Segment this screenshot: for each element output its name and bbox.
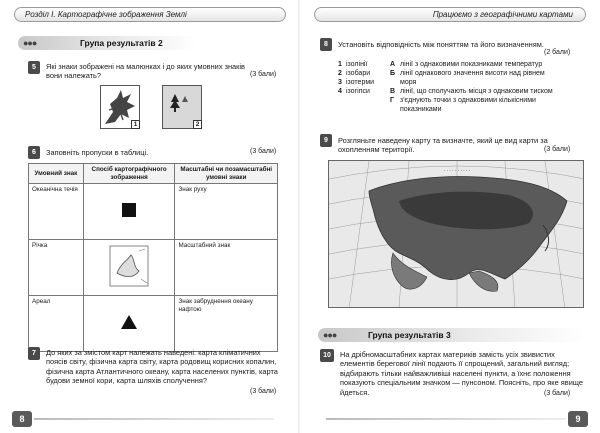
definition-row: В лінії, що сполучають місця з однаковим тиском xyxy=(390,88,553,95)
term-row: 4 ізогіпси xyxy=(338,88,370,95)
running-header-left: Розділ I. Картографічне зображення Землі xyxy=(14,7,286,22)
question-number: 5 xyxy=(28,61,40,74)
table-header-row xyxy=(29,164,278,184)
group-title: Група результатів 2 xyxy=(80,38,163,48)
image-number: 1 xyxy=(131,120,140,129)
table-cell xyxy=(83,184,175,240)
black-triangle-icon xyxy=(121,315,137,329)
footer-line xyxy=(326,418,566,420)
table-cell: Океанічна течія xyxy=(29,184,84,240)
table-cell: Масштабний знак xyxy=(175,240,278,296)
footer-line xyxy=(34,418,274,420)
term-row: 2 ізобари xyxy=(338,70,371,77)
definition-row: Г з'єднують точки з однаковими кількісними показниками xyxy=(390,97,536,113)
table-cell: Знак забруднення океану нафтою xyxy=(175,296,278,352)
table-cell xyxy=(83,240,175,296)
lake-map-icon xyxy=(109,245,149,287)
term-row: 3 ізотерми xyxy=(338,79,375,86)
dots-icon: ●●● xyxy=(323,330,337,340)
term-row: 1 ізолінії xyxy=(338,61,368,68)
question-number: 7 xyxy=(28,347,40,360)
table-cell: Знак руху xyxy=(175,184,278,240)
question-points: (3 бали) xyxy=(250,148,277,155)
image-number: 2 xyxy=(193,120,202,129)
question-number: 8 xyxy=(320,38,332,51)
question-points: (3 бали) xyxy=(544,146,571,153)
table-cell xyxy=(83,296,175,352)
question-text: На дрібномасштабних картах материків замість усіх звивистих елементів берегової лінії подають її спрощений, загальний вигляд; відбирають тільки найважливіші населені пункти, а їхнє положення показують спеціальним значком — пунсоном. Поясніть, про яке явище йдеться. xyxy=(340,350,583,397)
svg-text:. . . . . . . . . .: . . . . . . . . . . xyxy=(443,167,471,173)
table-header: Масштабні чи позамасштабні умовні знаки xyxy=(175,164,278,184)
river-sign-image xyxy=(100,85,140,129)
group-bar-3 xyxy=(318,328,588,342)
group-title: Група результатів 3 xyxy=(368,330,451,340)
map-graphic xyxy=(329,161,584,308)
definition-row: А лінії з однаковими показниками температур xyxy=(390,61,543,68)
page-number: 9 xyxy=(568,411,588,427)
question-number: 10 xyxy=(320,349,334,362)
forest-sign-image xyxy=(162,85,202,129)
running-header-right: Працюємо з географічними картами xyxy=(314,7,586,22)
question-points: (3 бали) xyxy=(544,390,571,397)
question-points: (2 бали) xyxy=(544,49,571,56)
table-row xyxy=(29,184,278,240)
table-header: Умовний знак xyxy=(29,164,84,184)
question-text: Заповніть пропуски в таблиці. xyxy=(46,148,149,157)
question-points: (3 бали) xyxy=(250,388,277,395)
black-square-icon xyxy=(122,203,136,217)
table-cell: Річка xyxy=(29,240,84,296)
question-text: Які знаки зображені на малюнках і до яких умовних знаків вони належать? xyxy=(46,62,245,81)
question-text: До яких за змістом карт належать наведені: карта кліматичних поясів світу, фізична карта світу, карта родовищ корисних копалин, фізична карта Атлантичного океану, карта населених пунктів, карта будови земної кори, карта шляхів сполучення? xyxy=(46,348,278,386)
matching-definitions xyxy=(390,60,560,114)
question-number: 9 xyxy=(320,134,332,147)
group-bar-2 xyxy=(18,36,198,50)
table-row xyxy=(29,296,278,352)
page-number: 8 xyxy=(12,411,32,427)
question-text: Розгляньте наведену карту та визначте, який це вид карти за охопленням території. xyxy=(338,136,548,155)
signs-table xyxy=(28,163,278,352)
matching-terms xyxy=(338,60,384,96)
question-points: (3 бали) xyxy=(250,71,277,78)
table-row xyxy=(29,240,278,296)
eurasia-map xyxy=(328,160,584,308)
dots-icon: ●●● xyxy=(23,38,37,48)
table-header: Спосіб картографічного зображення xyxy=(83,164,175,184)
question-number: 6 xyxy=(28,146,40,159)
table-cell: Ареал xyxy=(29,296,84,352)
right-page xyxy=(300,0,600,433)
definition-row: Б лінії однакового значення висоти над рівнем моря xyxy=(390,70,545,86)
question-text: Установіть відповідність між поняттям та його визначенням. xyxy=(338,40,544,49)
